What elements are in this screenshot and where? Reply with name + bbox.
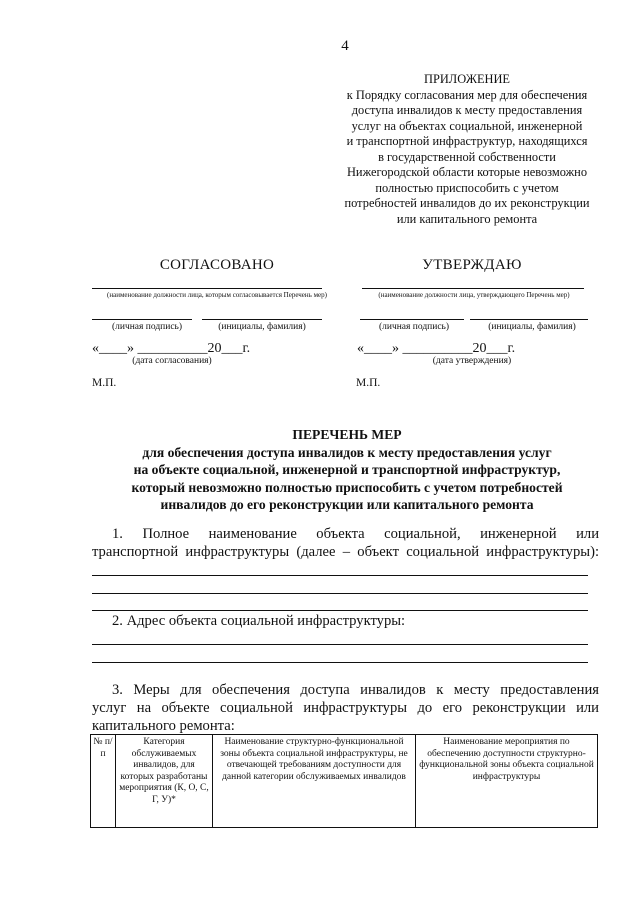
approve-signature-caption: (личная подпись) <box>378 322 450 332</box>
item-1 <box>92 525 599 561</box>
approve-date-caption: (дата утверждения) <box>432 356 512 366</box>
agreed-title: СОГЛАСОВАНО <box>159 257 275 273</box>
approve-stamp: М.П. <box>356 377 381 389</box>
approve-title: УТВЕРЖДАЮ <box>422 257 522 273</box>
document-heading <box>92 426 602 514</box>
heading-line: инвалидов до его реконструкции или капитального ремонта <box>160 497 534 512</box>
agreed-date-field: «____» __________20___г. <box>92 341 251 356</box>
appendix-block <box>322 72 612 227</box>
header-category: Категория обслуживаемых инвалидов, для которых разработаны мероприятия (К, О, С, Г, У)* <box>116 735 213 828</box>
agreed-initials-line <box>202 319 322 320</box>
fill-line <box>92 610 588 611</box>
appendix-line: и транспортной инфраструктур, находящихся <box>346 134 588 148</box>
appendix-line: к Порядку согласования мер для обеспечения <box>346 87 588 102</box>
agreed-signature-line <box>92 319 192 320</box>
fill-line <box>92 575 588 576</box>
appendix-line: доступа инвалидов к месту предоставления <box>351 103 583 117</box>
item-3 <box>92 681 599 735</box>
appendix-line: услуг на объектах социальной, инженерной <box>351 118 583 133</box>
approve-signature-line <box>360 319 464 320</box>
approve-position-line <box>362 288 584 289</box>
fill-line <box>92 593 588 594</box>
heading-line: для обеспечения доступа инвалидов к месту предоставления услуг <box>142 444 552 460</box>
agreed-position-caption: (наименование должности лица, которым согласовывается Перечень мер) <box>107 291 327 299</box>
header-zone: Наименование структурно-функциональной зоны объекта социальной инфраструктуры, не отвечающей требованиям доступности для данной категории обслуживаемых инвалидов <box>213 735 416 828</box>
item-3-line: 3. Меры для обеспечения доступа инвалидов к месту предоставления <box>112 682 599 698</box>
item-3-line: капитального ремонта: <box>92 718 235 734</box>
agreed-date-caption: (дата согласования) <box>132 356 212 366</box>
approve-initials-line <box>470 319 588 320</box>
item-1-line: 1. Полное наименование объекта социальной, инженерной или <box>112 526 599 542</box>
item-3-line: услуг на объекте социальной инфраструктуры до его реконструкции или <box>92 700 599 716</box>
agreed-initials-caption: (инициалы, фамилия) <box>218 322 306 332</box>
heading-line: который невозможно полностью приспособить с учетом потребностей <box>131 479 563 495</box>
agreed-signature-caption: (личная подпись) <box>111 322 183 332</box>
fill-line <box>92 644 588 645</box>
item-2: 2. Адрес объекта социальной инфраструктуры: <box>112 613 406 629</box>
approve-initials-caption: (инициалы, фамилия) <box>488 322 576 332</box>
heading-title: ПЕРЕЧЕНЬ МЕР <box>292 427 402 442</box>
measures-table <box>90 734 598 828</box>
appendix-line: в государственной собственности <box>378 149 556 164</box>
header-measure: Наименование мероприятия по обеспечению доступности структурно-функциональной зоны объекта социальной инфраструктуры <box>416 735 598 828</box>
approve-position-caption: (наименование должности лица, утверждающего Перечень мер) <box>378 291 570 299</box>
fill-line <box>92 662 588 663</box>
agreed-stamp: М.П. <box>92 377 117 389</box>
table-header-row <box>91 735 598 828</box>
page-number: 4 <box>341 38 349 54</box>
agreed-position-line <box>92 288 322 289</box>
appendix-title: ПРИЛОЖЕНИЕ <box>424 72 510 86</box>
heading-line: на объекте социальной, инженерной и транспортной инфраструктур, <box>133 462 561 477</box>
item-1-line: транспортной инфраструктуры (далее – объект социальной инфраструктуры): <box>92 544 599 560</box>
approve-date-field: «____» __________20___г. <box>357 341 516 356</box>
appendix-line: или капитального ремонта <box>396 211 538 226</box>
appendix-line: Нижегородской области которые невозможно <box>346 165 588 179</box>
appendix-line: полностью приспособить с учетом <box>375 180 559 195</box>
header-number: № п/п <box>91 735 116 828</box>
appendix-line: потребностей инвалидов до их реконструкции <box>344 196 590 210</box>
